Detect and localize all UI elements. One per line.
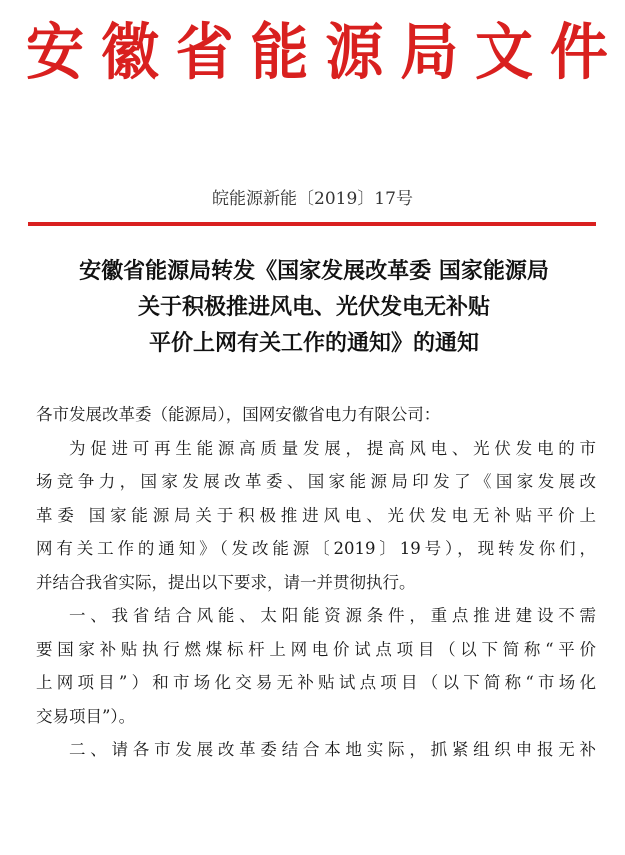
header-char: 能 (250, 16, 309, 88)
title-line: 关于积极推进风电、光伏发电无补贴 (137, 295, 490, 320)
body-line: 上网项目”）和市场化交易无补贴试点项目（以下简称“市场化 (36, 673, 596, 692)
body-line: 二、请各市发展改革委结合本地实际，抓紧组织申报无补 (69, 740, 596, 759)
header-char: 件 (549, 16, 608, 88)
body-line: 为促进可再生能源高质量发展，提高风电、光伏发电的市 (69, 438, 596, 458)
header-char: 文 (475, 16, 534, 88)
body-line: 交易项目”）。 (36, 706, 136, 726)
header-char: 源 (325, 16, 384, 88)
header-char: 局 (400, 16, 459, 88)
title-line: 平价上网有关工作的通知》的通知 (148, 331, 479, 356)
header-char: 安 (25, 16, 84, 88)
header-char: 徽 (100, 16, 159, 88)
document-title (30, 254, 598, 362)
body-line: 要国家补贴执行燃煤标杆上网电价试点项目（以下简称“平价 (36, 639, 596, 659)
red-divider (28, 222, 596, 226)
body-line: 并结合我省实际，提出以下要求，请一并贯彻执行。 (36, 572, 416, 592)
header-char: 省 (175, 16, 234, 88)
title-line: 安徽省能源局转发《国家发展改革委 国家能源局 (79, 259, 549, 284)
issuer-header (22, 8, 612, 96)
addressee-line: 各市发展改革委（能源局），国网安徽省电力有限公司： (36, 405, 441, 424)
document-body (36, 398, 596, 767)
document-number: 皖能源新能〔2019〕17号 (212, 189, 413, 209)
body-line: 网有关工作的通知》（发改能源〔2019〕19号），现转发你们， (36, 539, 596, 558)
body-line: 革委 国家能源局关于积极推进风电、光伏发电无补贴平价上 (36, 505, 596, 525)
body-line: 一、我省结合风能、太阳能资源条件，重点推进建设不需 (69, 606, 596, 625)
body-line: 场竞争力，国家发展改革委、国家能源局印发了《国家发展改 (36, 472, 596, 491)
